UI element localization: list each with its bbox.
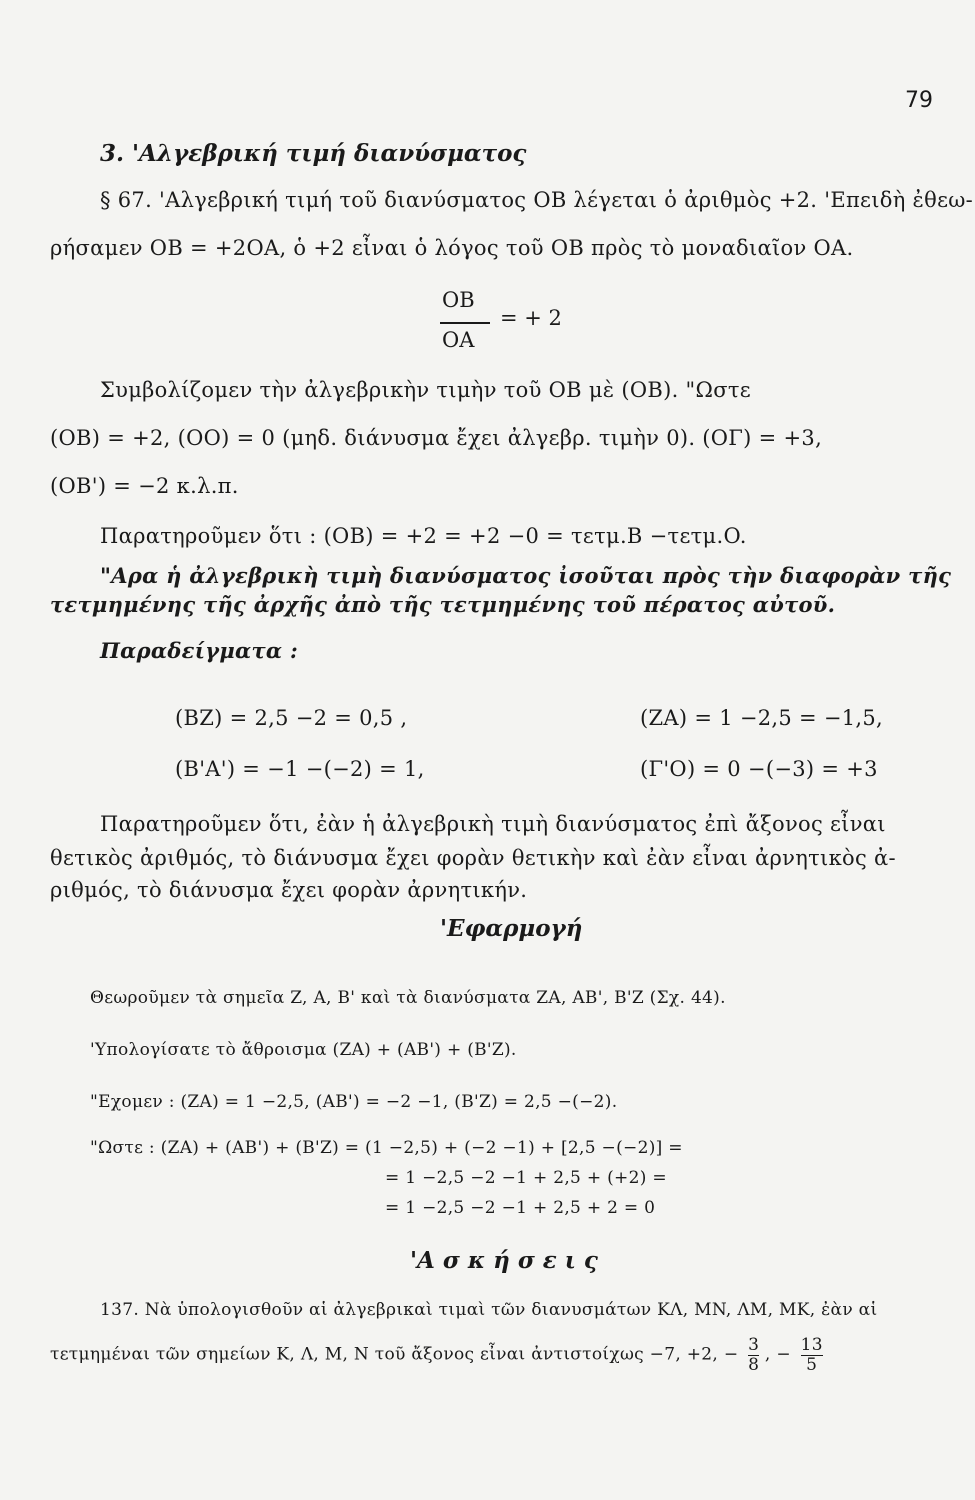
- example-go: (Γ'O) = 0 −(−3) = +3: [640, 757, 878, 781]
- fraction1-numerator: 3: [748, 1335, 760, 1355]
- example-za: (ZA) = 1 −2,5 = −1,5,: [640, 706, 884, 730]
- application-line5: = 1 −2,5 −2 −1 + 2,5 + (+2) =: [385, 1168, 667, 1188]
- fraction-separator: , −: [764, 1344, 791, 1365]
- exercise137-line1: 137. Νὰ ὑπολογισθοῦν αἱ ἀλγεβρικαὶ τιμαὶ τῶν διανυσμάτων KΛ, MN, ΛM, MK, ἐὰν αἱ: [100, 1300, 878, 1320]
- ratio-fraction: [420, 278, 580, 358]
- rule-line2: τετμημένης τῆς ἀρχῆς ἀπὸ τῆς τετμημένης τοῦ πέρατος αὐτοῦ.: [50, 592, 836, 617]
- examples-heading: Παραδείγματα :: [100, 638, 299, 663]
- exercise137-text: τετμημέναι τῶν σημείων K, Λ, M, N τοῦ ἄξονος εἶναι ἀντιστοίχως −7, +2, −: [50, 1344, 739, 1365]
- application-heading: 'Εφαρμογή: [440, 915, 583, 942]
- fraction-three-eighths: [748, 1336, 759, 1374]
- section-title: 3. 'Αλγεβρική τιμή διανύσματος: [100, 140, 527, 167]
- example-ba: (B'A') = −1 −(−2) = 1,: [175, 757, 425, 781]
- para4-line3: ριθμός, τὸ διάνυσμα ἔχει φορὰν ἀρνητικήν.: [50, 878, 528, 902]
- exercise137-line2: [50, 1336, 823, 1374]
- para2-line1: Συμβολίζομεν τὴν ἀλγεβρικὴν τιμὴν τοῦ OB μὲ (OB). "Ωστε: [100, 378, 751, 402]
- example-bz: (BZ) = 2,5 −2 = 0,5 ,: [175, 706, 408, 730]
- para3-line: Παρατηροῦμεν ὅτι : (OB) = +2 = +2 −0 = τετμ.B −τετμ.O.: [100, 524, 747, 548]
- para4-line1: Παρατηροῦμεν ὅτι, ἐὰν ἡ ἀλγεβρικὴ τιμὴ διανύσματος ἐπὶ ἄξονος εἶναι: [100, 812, 886, 836]
- fraction-numerator: OB: [442, 288, 475, 312]
- para4-line2: θετικὸς ἀριθμός, τὸ διάνυσμα ἔχει φορὰν θετικὴν καὶ ἐὰν εἶναι ἀρνητικὸς ἀ-: [50, 846, 896, 870]
- rule-line1: "Αρα ἡ ἀλγεβρικὴ τιμὴ διανύσματος ἰσοῦται πρὸς τὴν διαφορὰν τῆς: [100, 563, 952, 588]
- fraction2-numerator: 13: [800, 1335, 823, 1355]
- para1-line2: ρήσαμεν OB = +2OA, ὁ +2 εἶναι ὁ λόγος τοῦ OB πρὸς τὸ μοναδιαῖον OA.: [50, 236, 854, 260]
- fraction-result: = + 2: [500, 306, 562, 330]
- page-number: 79: [905, 88, 933, 113]
- fraction2-denominator: 5: [801, 1355, 823, 1375]
- application-line6: = 1 −2,5 −2 −1 + 2,5 + 2 = 0: [385, 1198, 656, 1218]
- fraction-bar: [440, 322, 490, 324]
- application-line2: 'Υπολογίσατε τὸ ἄθροισμα (ZA) + (AB') + (B'Z).: [90, 1040, 517, 1060]
- application-line4: "Ωστε : (ZA) + (AB') + (B'Z) = (1 −2,5) + (−2 −1) + [2,5 −(−2)] =: [90, 1138, 683, 1158]
- para2-line3: (OB') = −2 κ.λ.π.: [50, 474, 239, 498]
- exercises-heading: 'Α σ κ ή σ ε ι ς: [410, 1247, 598, 1274]
- application-line3: "Εχομεν : (ZA) = 1 −2,5, (AB') = −2 −1, (B'Z) = 2,5 −(−2).: [90, 1092, 618, 1112]
- fraction-thirteen-fifths: [801, 1336, 823, 1374]
- fraction-denominator: OA: [442, 328, 475, 352]
- application-line1: Θεωροῦμεν τὰ σημεῖα Z, A, B' καὶ τὰ διανύσματα ZA, AB', B'Z (Σχ. 44).: [90, 988, 726, 1008]
- para2-line2: (OB) = +2, (OO) = 0 (μηδ. διάνυσμα ἔχει ἀλγεβρ. τιμὴν 0). (OΓ) = +3,: [50, 426, 823, 450]
- fraction1-denominator: 8: [748, 1354, 760, 1375]
- para1-line1: § 67. 'Αλγεβρική τιμή τοῦ διανύσματος OB λέγεται ὁ ἀριθμὸς +2. 'Επειδὴ ἐθεω-: [100, 188, 974, 212]
